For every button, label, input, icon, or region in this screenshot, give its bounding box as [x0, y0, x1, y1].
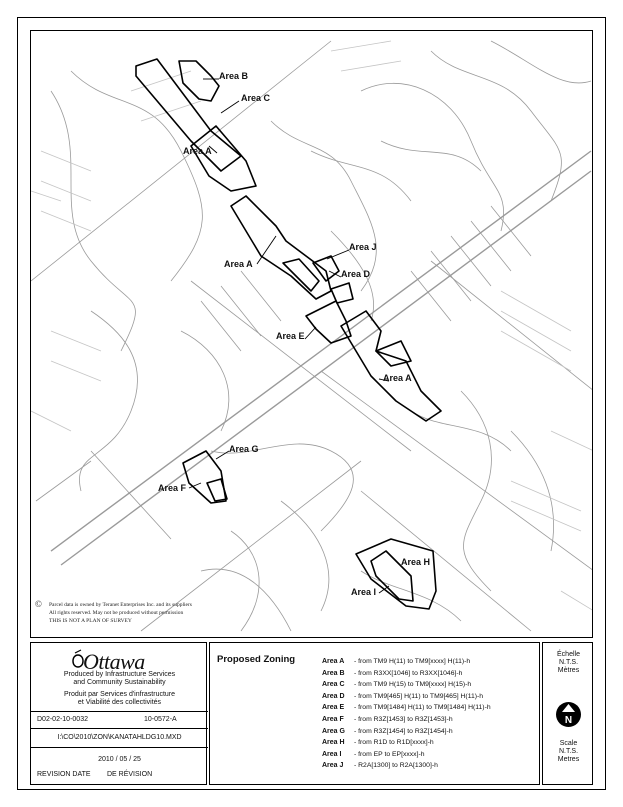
area-label-f: Area F [158, 483, 187, 493]
legend-entry [322, 691, 491, 703]
legend-entry [322, 760, 491, 772]
ottawa-wordmark: Ottawa [83, 649, 145, 674]
legend-entry [322, 656, 491, 668]
copyright-line-1: Parcel data is owned by Teranet Enterprises Inc. and its suppliers [49, 602, 192, 608]
legend-area: Area E [322, 704, 345, 712]
area-label-a2: Area A [224, 259, 253, 269]
produced-fr-line-2: et Viabilité des collectivités [77, 699, 162, 706]
area-label-h: Area H [401, 557, 431, 567]
file-path: I:\CO\2010\ZON\KANATAHLDG10.MXD [57, 734, 182, 741]
scale-block [542, 642, 593, 785]
produced-fr-line-1: Produit par Services d'infrastructure [63, 691, 176, 698]
revision-date-value: 2010 / 05 / 25 [98, 756, 141, 763]
scale-fr-line-3: Mètres [557, 667, 580, 674]
legend-area: Area D [322, 692, 345, 700]
north-letter: N [564, 715, 573, 726]
legend-text: - R2A[1300] to R2A[1300]-h [354, 762, 438, 770]
legend [209, 642, 540, 785]
area-label-e: Area E [276, 331, 305, 341]
area-label-a1: Area A [183, 146, 212, 156]
area-label-c: Area C [241, 93, 271, 103]
scale-en-line-2: N.T.S. [558, 748, 579, 755]
title-block [30, 642, 207, 785]
legend-area: Area H [322, 739, 345, 747]
legend-text: - from R3XX[1046] to R3XX[1046]-h [354, 669, 463, 677]
area-label-d: Area D [341, 269, 371, 279]
area-label-j: Area J [349, 242, 377, 252]
divider [31, 747, 208, 748]
area-label-i: Area I [351, 587, 377, 597]
copyright-symbol: © [35, 599, 42, 609]
scale-en-line-3: Metres [557, 756, 580, 763]
legend-entry [322, 749, 491, 761]
legend-entry [322, 679, 491, 691]
legend-area: Area A [322, 658, 345, 665]
scale-fr-line-1: Échelle [557, 651, 580, 658]
produced-by-english [31, 671, 208, 687]
legend-text: - from TM9[1484] H(11) to TM9[1484] H(11)-h [354, 704, 491, 712]
legend-text: - from TM9 H(11) to TM9[xxxx] H(11)-h [354, 658, 471, 665]
copyright-line-3: THIS IS NOT A PLAN OF SURVEY [49, 618, 132, 624]
legend-entry [322, 726, 491, 738]
divider [31, 711, 208, 712]
scale-english [543, 740, 594, 764]
scale-french [543, 651, 594, 675]
legend-text: - from R3Z[1453] to R3Z[1453]-h [354, 715, 453, 723]
revision-date-french: DE RÉVISION [107, 771, 153, 778]
legend-list [322, 656, 491, 772]
copyright-line-2: All rights reserved. May not be produced without permission [49, 610, 184, 616]
legend-area: Area C [322, 681, 345, 689]
drawing-number: 10-0572-A [144, 716, 177, 723]
legend-entry [322, 714, 491, 726]
legend-area: Area J [322, 762, 344, 770]
legend-entry [322, 737, 491, 749]
legend-area: Area G [322, 727, 345, 735]
area-label-b: Area B [219, 71, 249, 81]
legend-entry [322, 668, 491, 680]
legend-text: - from TM9 H(15) to TM9[xxxx] H(15)-h [354, 681, 472, 689]
legend-area: Area B [322, 669, 345, 677]
divider [31, 728, 208, 729]
legend-entry [322, 702, 491, 714]
legend-text: - from R3Z[1454] to R3Z[1454]-h [354, 727, 453, 735]
footer [30, 642, 593, 785]
area-label-g: Area G [229, 444, 259, 454]
map-drawing [31, 31, 593, 638]
north-arrow-icon [555, 701, 582, 728]
legend-title: Proposed Zoning [217, 654, 296, 665]
scale-fr-line-2: N.T.S. [558, 659, 579, 666]
legend-area: Area F [322, 715, 344, 723]
area-label-a3: Area A [383, 373, 412, 383]
map-panel[interactable] [30, 30, 593, 638]
legend-area: Area I [322, 750, 342, 758]
revision-date-english: REVISION DATE [37, 771, 91, 778]
produced-by-french [31, 691, 208, 707]
legend-text: - from TM9[465] H(11) to TM9[465] H(11)-h [354, 692, 484, 700]
produced-en-line-2: and Community Sustainability [73, 679, 166, 686]
produced-en-line-1: Produced by Infrastructure Services [63, 671, 176, 678]
legend-text: - from R1D to R1D[xxxx]-h [354, 739, 434, 747]
scale-en-line-1: Scale [559, 740, 578, 747]
legend-text: - from EP to EP[xxxx]-h [354, 750, 425, 758]
file-number: D02-02-10-0032 [37, 716, 88, 723]
